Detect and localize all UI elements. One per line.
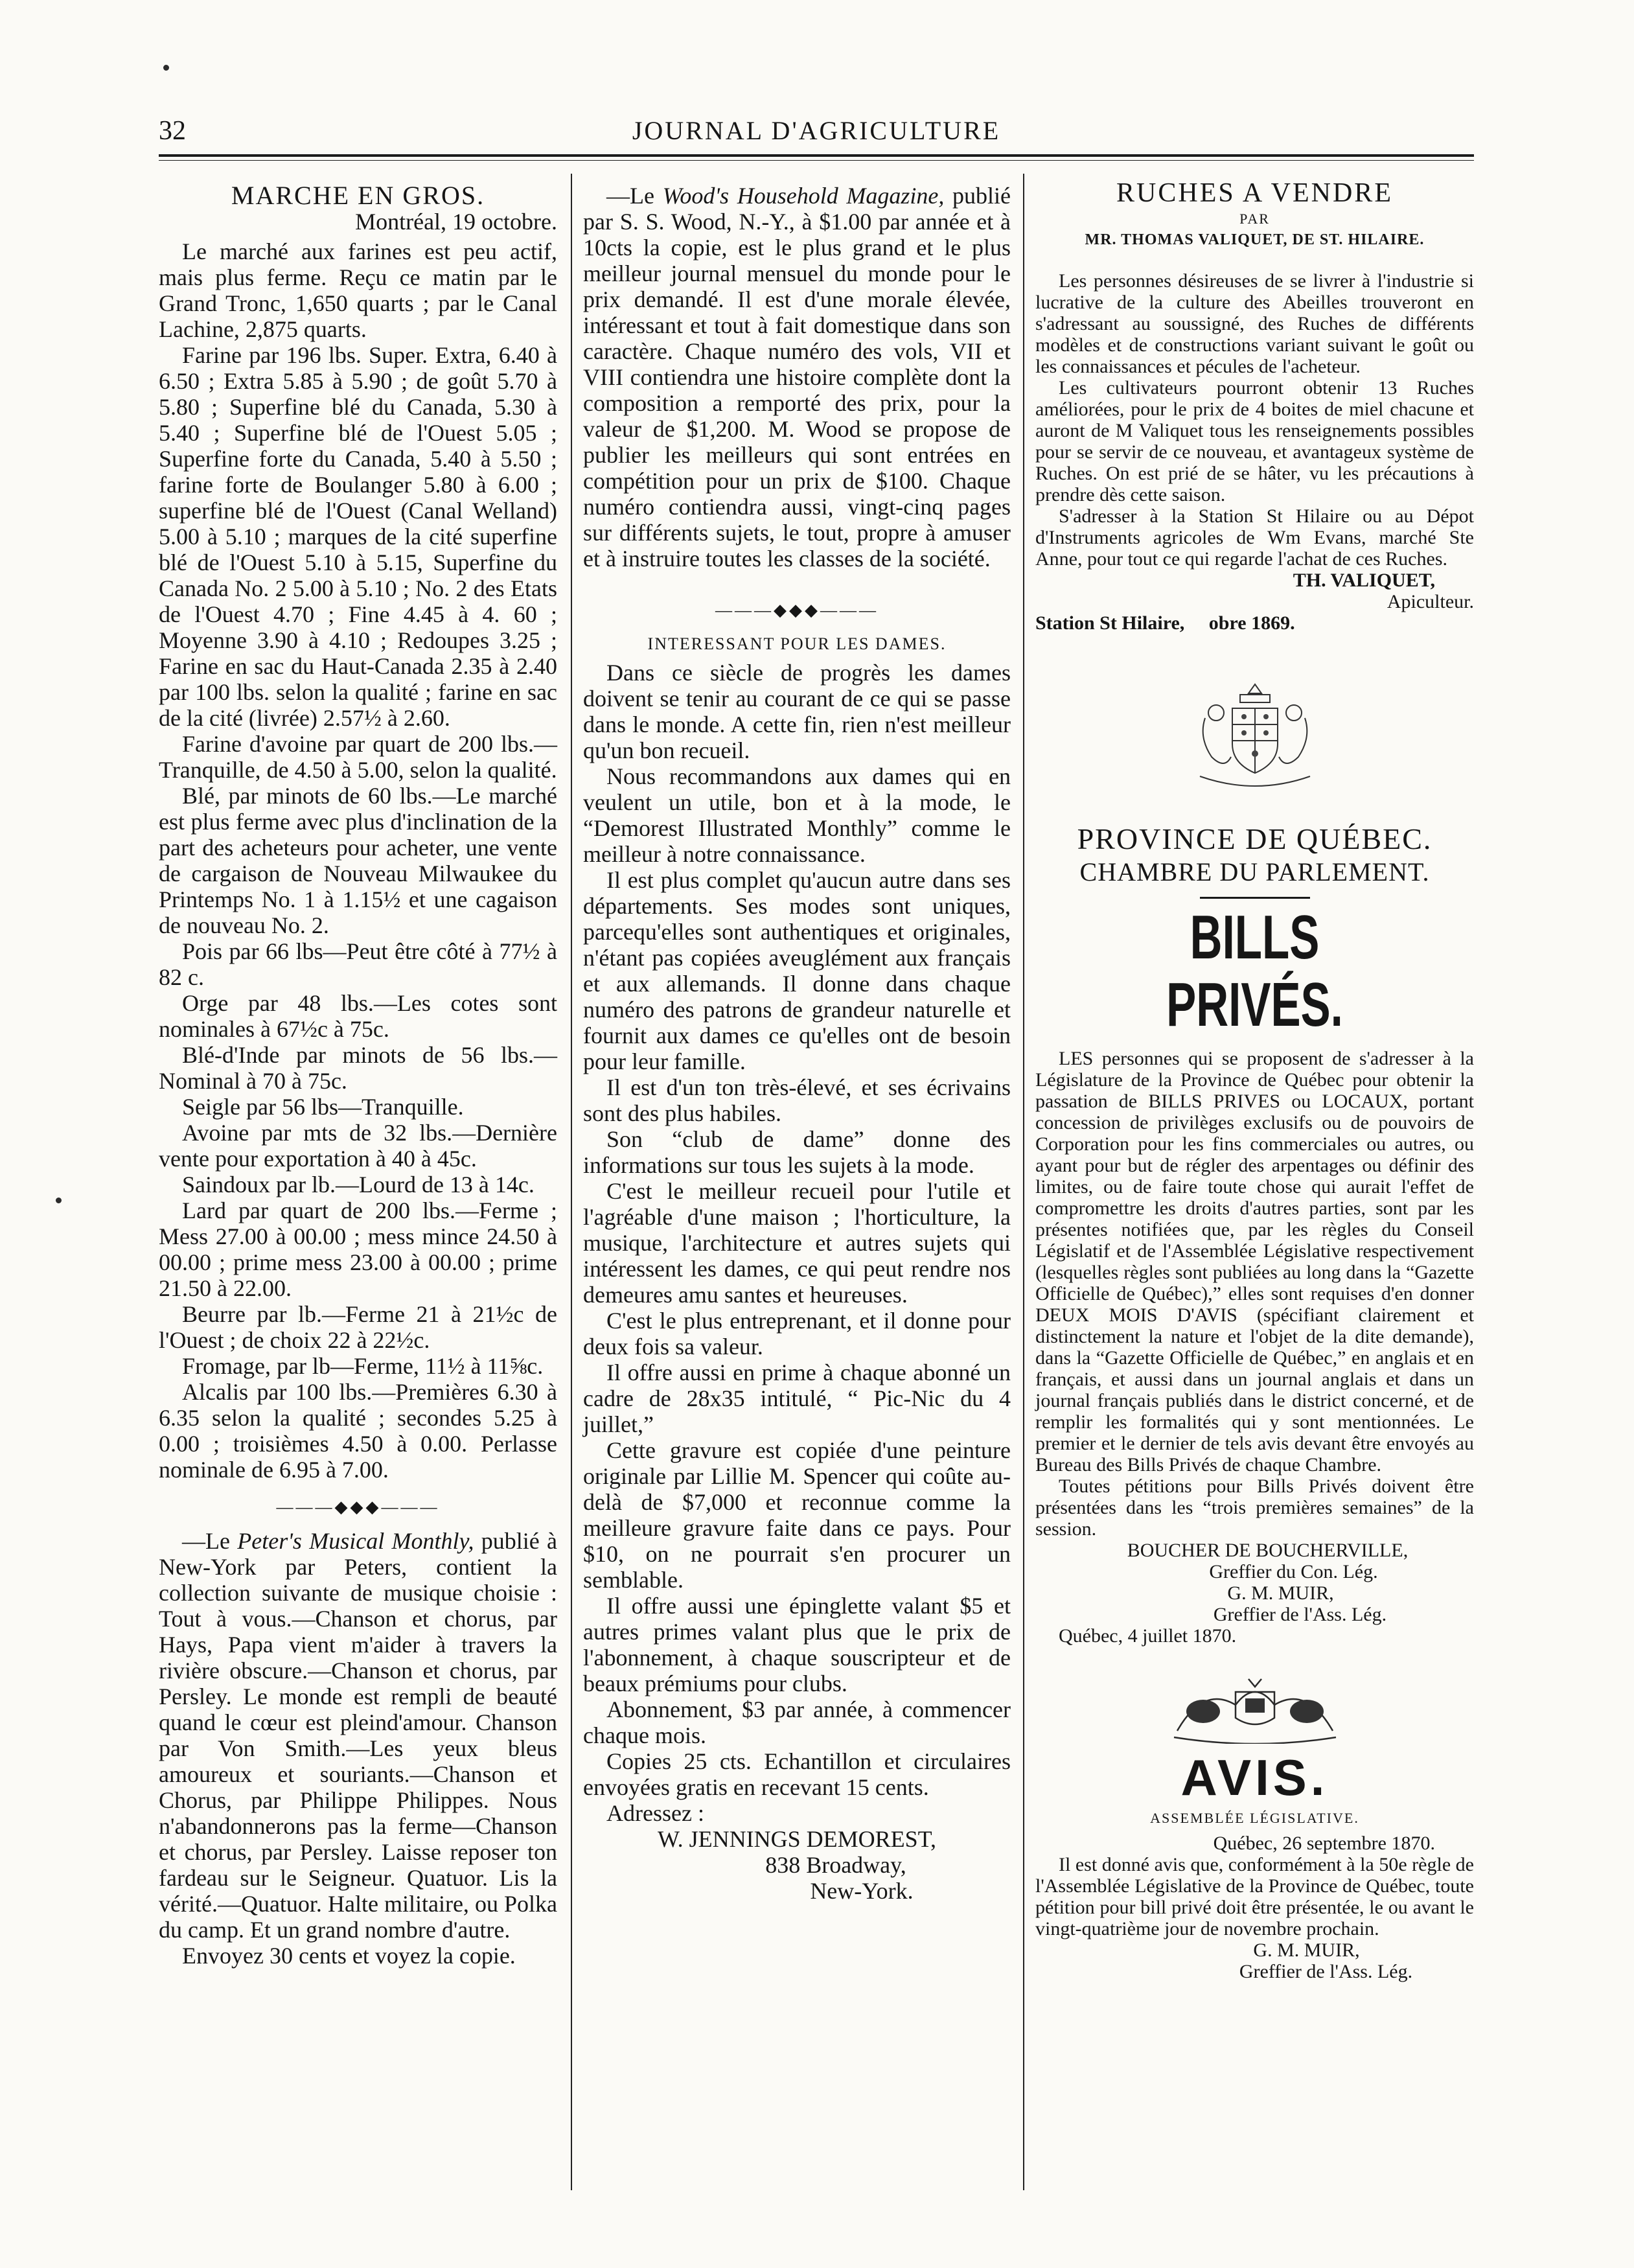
- column-magazines: [583, 183, 1011, 2190]
- dames-paragraph: Son “club de dame” donne des informations sur tous les sujets à la mode.: [583, 1126, 1011, 1178]
- ruches-par: PAR: [1239, 211, 1270, 227]
- market-paragraph: Farine d'avoine par quart de 200 lbs.—Tranquille, de 4.50 à 5.00, selon la qualité.: [159, 731, 557, 783]
- avis-dateline: Québec, 26 septembre 1870.: [1213, 1833, 1435, 1854]
- address-street: 838 Broadway,: [765, 1852, 906, 1878]
- ruches-paragraph: Les cultivateurs pourront obtenir 13 Ruches améliorées, pour le prix de 4 boites de miel chacune et auront de M Valiquet tous les renseignements possibles pour se servir de ce nouveau, et avantageux système de Ruches. On est prié de se hâter, vu les précautions à prendre dès cette saison.: [1035, 377, 1474, 505]
- peters-notice: [159, 1528, 557, 1943]
- ink-dot: [56, 1198, 62, 1203]
- page-header: [159, 115, 1474, 154]
- wood-notice: [583, 183, 1011, 572]
- section-separator: ———◆◆◆———: [715, 601, 879, 619]
- ruches-title: RUCHES A VENDRE: [1116, 178, 1393, 208]
- peters-title: Peter's Musical Monthly,: [237, 1528, 474, 1554]
- market-paragraph: Farine par 196 lbs. Super. Extra, 6.40 à 6.50 ; Extra 5.85 à 5.90 ; de goût 5.70 à 5.80 ; Superfine blé du Canada, 5.30 à 5.40 ; Superfine blé de l'Ouest 5.05 ; Superfine forte du Canada, 5.40 à 5.50 ; farine forte de Boulanger 5.80 à 6.00 ; superfine blé de l'Ouest (Canal Welland) 5.00 à 5.10 ; marques de la cité superfine blé de l'Ouest 5.10 à 5.15, Superfine du Canada No. 2 5.00 à 5.10 ; No. 2 des Etats de l'Ouest 4.70 ; Fine 4.45 à 4. 60 ; Moyenne 3.90 à 4.10 ; Redoupes 3.25 ; Farine en sac du Haut-Canada 2.35 à 2.40 par 100 lbs. selon la qualité ; farine en sac de la cité (livrée) 2.57½ à 2.60.: [159, 342, 557, 731]
- bills-signature-1-title: Greffier du Con. Lég.: [1209, 1561, 1378, 1582]
- ruches-author: MR. THOMAS VALIQUET, DE ST. HILAIRE.: [1085, 231, 1425, 248]
- bills-prives-heading: BILLS PRIVÉS.: [1166, 903, 1343, 1039]
- chambre-heading: CHAMBRE DU PARLEMENT.: [1079, 857, 1430, 886]
- province-heading: PROVINCE DE QUÉBEC.: [1077, 822, 1433, 855]
- section-separator: ———◆◆◆———: [276, 1498, 440, 1516]
- dames-paragraph: Dans ce siècle de progrès les dames doivent se tenir au courant de ce qui se passe dans le monde. A cette fin, rien n'est meilleur qu'un bon recueil.: [583, 660, 1011, 763]
- ruches-signature-name: TH. VALIQUET,: [1293, 570, 1435, 591]
- dames-paragraph: Il offre aussi une épinglette valant $5 et autres primes valant plus que le prix de l'abonnement, à chaque souscripteur et de beaux prémiums pour clubs.: [583, 1593, 1011, 1696]
- dames-paragraph: Il est d'un ton très-élevé, et ses écrivains sont des plus habiles.: [583, 1074, 1011, 1126]
- adressez-label: Adressez :: [606, 1800, 704, 1826]
- bills-paragraph: Toutes pétitions pour Bills Privés doivent être présentées dans les “trois premières semaines” de la session.: [1035, 1475, 1474, 1540]
- bills-signature-2: G. M. MUIR,: [1227, 1582, 1334, 1604]
- heading-rule: [1200, 897, 1310, 899]
- dames-paragraph: Cette gravure est copiée d'une peinture originale par Lillie M. Spencer qui coûte au-delà de $7,000 et reconnue comme la meilleure gravure faite dans ce pays. Pour $10, on ne pourrait s'en procurer un semblable.: [583, 1437, 1011, 1593]
- dames-paragraph: Abonnement, $3 par année, à commencer chaque mois.: [583, 1696, 1011, 1748]
- column-divider-2: [1023, 174, 1024, 2190]
- market-paragraph: Orge par 48 lbs.—Les cotes sont nominales à 67½c à 75c.: [159, 990, 557, 1042]
- ruches-signature-line: [1035, 612, 1474, 634]
- wood-title: Wood's Household Magazine,: [662, 183, 945, 209]
- ink-dot: [163, 65, 169, 71]
- market-title: MARCHE EN GROS.: [231, 181, 485, 210]
- wood-prefix: —Le: [606, 183, 663, 209]
- peters-closing: Envoyez 30 cents et voyez la copie.: [182, 1943, 516, 1969]
- market-paragraph: Alcalis par 100 lbs.—Premières 6.30 à 6.35 selon la qualité ; secondes 5.25 à 0.00 ; troisièmes 4.50 à 0.00. Perlasse nominale de 6.95 à 7.00.: [159, 1379, 557, 1483]
- market-paragraph: Seigle par 56 lbs—Tranquille.: [182, 1094, 464, 1120]
- market-paragraph: Avoine par mts de 32 lbs.—Dernière vente pour exportation à 40 à 45c.: [159, 1120, 557, 1172]
- market-dateline: Montréal, 19 octobre.: [355, 209, 557, 235]
- coat-of-arms-image: [1180, 673, 1329, 796]
- page-number: 32: [159, 116, 186, 146]
- dames-title: INTERESSANT POUR LES DAMES.: [647, 634, 947, 653]
- wood-body: publié par S. S. Wood, N.-Y., à $1.00 par année et à 10cts la copie, est le plus grand et le plus meilleur journal mensuel du monde pour le prix demandé. Il est d'une morale élevée, intéressant et tout à fait domestique dans son caractère. Chaque numéro des vols, VII et VIII contiendra une histoire complète dont la composition a remporté des prix, pour la valeur de $1,200. M. Wood se propose de publier les meilleurs qui sont entrées en compétition pour un prix de $100. Chaque numéro contiendra aussi, vingt-cinq pages sur différents sujets, le tout, propre à amuser et à instruire toutes les classes de la société.: [583, 183, 1011, 572]
- avis-signature: G. M. MUIR,: [1253, 1939, 1360, 1961]
- assemblee-subheading: ASSEMBLÉE LÉGISLATIVE.: [1150, 1810, 1359, 1826]
- column-notices: [1035, 178, 1474, 2190]
- market-paragraph: Fromage, par lb—Ferme, 11½ à 11⅝c.: [182, 1353, 544, 1379]
- address-name: W. JENNINGS DEMOREST,: [657, 1826, 936, 1852]
- ruches-signature-title: Apiculteur.: [1387, 591, 1474, 612]
- bills-paragraph: LES personnes qui se proposent de s'adresser à la Législature de la Province de Québec pour obtenir la passation de BILLS PRIVES ou LOCAUX, portant concession de privilèges exclusifs ou de pouvoirs de Corporation pour les fins commerciales ou autres, ou ayant pour but de régler des arpentages ou définir des limites, ou de faire toute chose qui aurait l'effet de compromettre les droits d'autres parties, sont par les présentes notifiées que, par les règles du Conseil Législatif et de l'Assemblée Législative respectivement (lesquelles règles sont publiées au long dans la “Gazette Officielle de Québec),” elles sont requises d'en donner DEUX MOIS D'AVIS (spécifiant clairement et distinctement la nature et l'objet de la dite demande), dans la “Gazette Officielle de Québec,” en anglais et en français, et aussi dans un journal anglais et dans un journal français publiés dans le district concerné, et de remplir les formalités qui y sont mentionnées. Le premier et le dernier de tels avis devant être envoyés au Bureau des Bills Privés de chaque Chambre.: [1035, 1048, 1474, 1475]
- header-rule: [159, 154, 1474, 161]
- dames-paragraph: Il offre aussi en prime à chaque abonné un cadre de 28x35 intitulé, “ Pic-Nic du 4 juillet,”: [583, 1360, 1011, 1437]
- market-paragraph: Saindoux par lb.—Lourd de 13 à 14c.: [182, 1172, 535, 1198]
- market-paragraph: Le marché aux farines est peu actif, mais plus ferme. Reçu ce matin par le Grand Tronc, 1,650 quarts ; par le Canal Lachine, 2,875 quarts.: [159, 238, 557, 342]
- peters-prefix: —Le: [182, 1528, 238, 1554]
- avis-heading: AVIS.: [1180, 1749, 1329, 1806]
- ruches-paragraph: S'adresser à la Station St Hilaire ou au Dépot d'Instruments agricoles de Wm Evans, marché Ste Anne, pour tout ce qui regarde l'achat de ces Ruches.: [1035, 505, 1474, 570]
- market-paragraph: Pois par 66 lbs—Peut être côté à 77½ à 82 c.: [159, 938, 557, 990]
- masthead: JOURNAL D'AGRICULTURE: [632, 116, 1001, 145]
- avis-signature-title: Greffier de l'Ass. Lég.: [1239, 1961, 1413, 1982]
- dames-paragraph: Nous recommandons aux dames qui en veulent un utile, bon et à la mode, le “Demorest Illustrated Monthly” comme le meilleur à notre connaissance.: [583, 763, 1011, 867]
- address-city: New-York.: [810, 1878, 914, 1904]
- ruches-date: obre 1869.: [1208, 612, 1295, 634]
- market-paragraph: Beurre par lb.—Ferme 21 à 21½c de l'Ouest ; de choix 22 à 22½c.: [159, 1301, 557, 1353]
- royal-arms-image: [1164, 1672, 1346, 1744]
- dames-paragraph: Il est plus complet qu'aucun autre dans ses départements. Ses modes sont uniques, parcequ'elles sont authentiques et originales, n'étant pas copiées aveuglément aux français et aux allemands. Il donne dans chaque numéro des patrons de grandeur naturelle et fournit aux dames ce qu'elles ont de besoin pour leur famille.: [583, 867, 1011, 1074]
- dames-paragraph: Copies 25 cts. Echantillon et circulaires envoyées gratis en recevant 15 cents.: [583, 1748, 1011, 1800]
- column-divider-1: [571, 174, 572, 2190]
- market-paragraph: Lard par quart de 200 lbs.—Ferme ; Mess 27.00 à 00.00 ; mess mince 24.50 à 00.00 ; prime mess 23.00 à 00.00 ; prime 21.50 à 22.00.: [159, 1198, 557, 1301]
- market-paragraph: Blé, par minots de 60 lbs.—Le marché est plus ferme avec plus d'inclination de la part des acheteurs pour acheter, une vente de cargaison de Nouveau Milwaukee du Printemps No. 1 à 1.15½ et une cagaison de nouveau No. 2.: [159, 783, 557, 938]
- ruches-paragraph: Les personnes désireuses de se livrer à l'industrie si lucrative de la culture des Abeilles trouveront en s'adressant au soussigné, des Ruches de différents modèles et de constructions variant suivant le goût ou les connaissances et pécules de l'acheteur.: [1035, 270, 1474, 377]
- market-paragraph: Blé-d'Inde par minots de 56 lbs.—Nominal à 70 à 75c.: [159, 1042, 557, 1094]
- avis-paragraph: Il est donné avis que, conformément à la 50e règle de l'Assemblée Législative de la Province de Québec, toute pétition pour bill privé doit être présentée, le ou avant le vingt-quatrième jour de novembre prochain.: [1035, 1854, 1474, 1939]
- bills-date: Québec, 4 juillet 1870.: [1059, 1625, 1237, 1647]
- peters-body: publié à New-York par Peters, contient la collection suivante de musique choisie : Tout à vous.—Chanson et chorus, par Hays, Papa vient m'aider à travers la rivière obscure.—Chanson et chorus, par Persley. Le monde est rempli de beauté quand le cœur est pleind'amour. Chanson par Von Smith.—Les yeux bleus amoureux et souriants.—Chanson et Chorus, par Philippe Philippes. Nous n'abandonnerons pas la ferme—Chanson et chorus, par Persley. Laisse reposer ton fardeau sur le Seigneur. Quatuor. Lis la vérité.—Quatuor. Halte militaire, ou Polka du camp. Et un grand nombre d'autre.: [159, 1528, 557, 1943]
- bills-signature-2-title: Greffier de l'Ass. Lég.: [1213, 1604, 1387, 1625]
- ruches-place: Station St Hilaire,: [1035, 612, 1185, 634]
- dames-paragraph: C'est le plus entreprenant, et il donne pour deux fois sa valeur.: [583, 1308, 1011, 1360]
- column-market-report: [159, 183, 557, 2190]
- dames-paragraph: C'est le meilleur recueil pour l'utile et l'agréable d'une maison ; l'horticulture, la musique, l'architecture et autres sujets qui intéressent les dames, ce qui peut rendre nos demeures amu santes et heureuses.: [583, 1178, 1011, 1308]
- bills-signature-1: BOUCHER DE BOUCHERVILLE,: [1127, 1540, 1409, 1561]
